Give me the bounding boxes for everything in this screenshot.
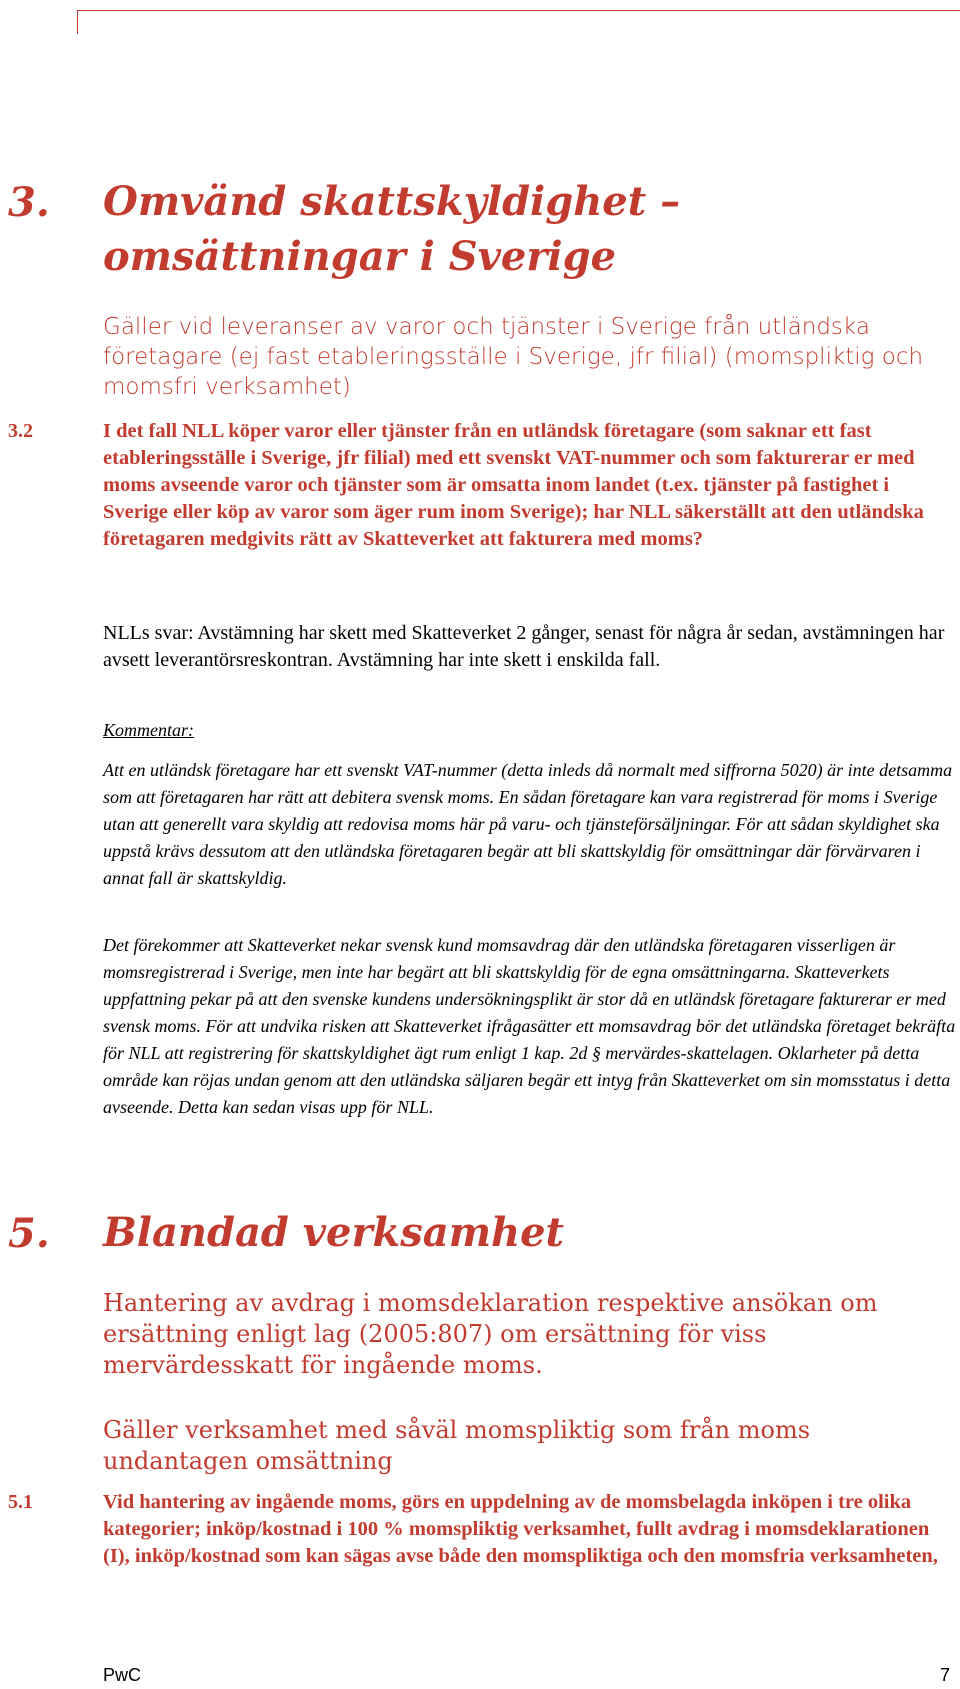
comment-label: Kommentar: bbox=[103, 720, 194, 740]
question-5-1-number: 5.1 bbox=[8, 1491, 33, 1513]
comment-paragraph-1: Att en utländsk företagare har ett svenskt VAT-nummer (detta inleds då normalt med siffrorna 5020) är inte detsamma som att företagaren har rätt att debitera svensk moms. En sådan företagare kan vara registrerad för moms i Sverige utan att generellt vara skyldig att redovisa moms här på varu- och tjänsteförsäljningar. För att sådan skyldighet ska uppstå krävs dessutom att den utländska företagaren begär att bli skattskyldig för omsättningar där förvärvaren i annat fall är skattskyldig. bbox=[103, 760, 953, 888]
question-3-2-text: I det fall NLL köper varor eller tjänster från en utländsk företagare (som saknar ett fast etableringsställe i Sverige, jfr filial) med ett svenskt VAT-nummer och som fakturerar er med moms avseende varor och tjänster som är omsatta inom landet (t.ex. tjänster på fastighet i Sverige eller köp av varor som äger rum inom Sverige); har NLL säkerställt att den utländska företagaren medgivits rätt av Skatteverket att fakturera med moms? bbox=[103, 420, 924, 550]
section-3-title-line1: Omvänd skattskyldighet – bbox=[103, 178, 681, 225]
section-5-subtitle-2: Gäller verksamhet med såväl momspliktig som från moms undantagen omsättning bbox=[103, 1416, 811, 1475]
question-3-2-answer: NLLs svar: Avstämning har skett med Skatteverket 2 gånger, senast för några år sedan, avstämningen har avsett leverantörsreskontran. Avstämning har inte skett i enskilda fall. bbox=[103, 622, 945, 671]
section-3-subtitle: Gäller vid leveranser av varor och tjänster i Sverige från utländska företagare (ej fast etableringsställe i Sverige, jfr filial) (momspliktig och momsfri verksamhet) bbox=[103, 314, 924, 400]
comment-paragraph-2: Det förekommer att Skatteverket nekar svensk kund momsavdrag där den utländska företagaren visserligen är momsregistrerad i Sverige, men inte har begärt att bli skattskyldig för de egna omsättningarna. Skatteverkets uppfattning pekar på att den svenske kundens undersökningsplikt är stor då en utländsk företagare fakturerar er med svensk moms. För att undvika risken att Skatteverket ifrågasätter ett momsavdrag bör det utländska företaget bekräfta för NLL att registrering för skattskyldighet ägt rum enligt 1 kap. 2d § mervärdes-skattelagen. Oklarheter på detta område kan röjas undan genom att den utländska säljaren begär ett intyg från Skatteverket om sin momsstatus i detta avseende. Detta kan sedan visas upp för NLL. bbox=[103, 935, 956, 1117]
page-frame-top-rule bbox=[77, 10, 960, 11]
section-5-subtitle-1: Hantering av avdrag i momsdeklaration respektive ansökan om ersättning enligt lag (2005:807) om ersättning för viss mervärdesskatt för ingående moms. bbox=[103, 1289, 878, 1379]
question-3-2-number: 3.2 bbox=[8, 420, 33, 442]
question-5-1-text: Vid hantering av ingående moms, görs en uppdelning av de momsbelagda inköpen i tre olika kategorier; inköp/kostnad i 100 % momspliktig verksamhet, fullt avdrag i momsdeklarationen (I), inköp/kostnad som kan sägas avse både den momspliktiga och den momsfria verksamheten, bbox=[103, 1491, 938, 1567]
section-3-number: 3. bbox=[8, 179, 50, 226]
page-frame-left-rule bbox=[77, 10, 78, 34]
footer-brand: PwC bbox=[103, 1665, 142, 1685]
footer-page-number: 7 bbox=[940, 1665, 951, 1685]
section-5-title: Blandad verksamhet bbox=[103, 1209, 565, 1256]
section-3-title-line2: omsättningar i Sverige bbox=[103, 233, 617, 280]
section-5-number: 5. bbox=[8, 1210, 50, 1257]
